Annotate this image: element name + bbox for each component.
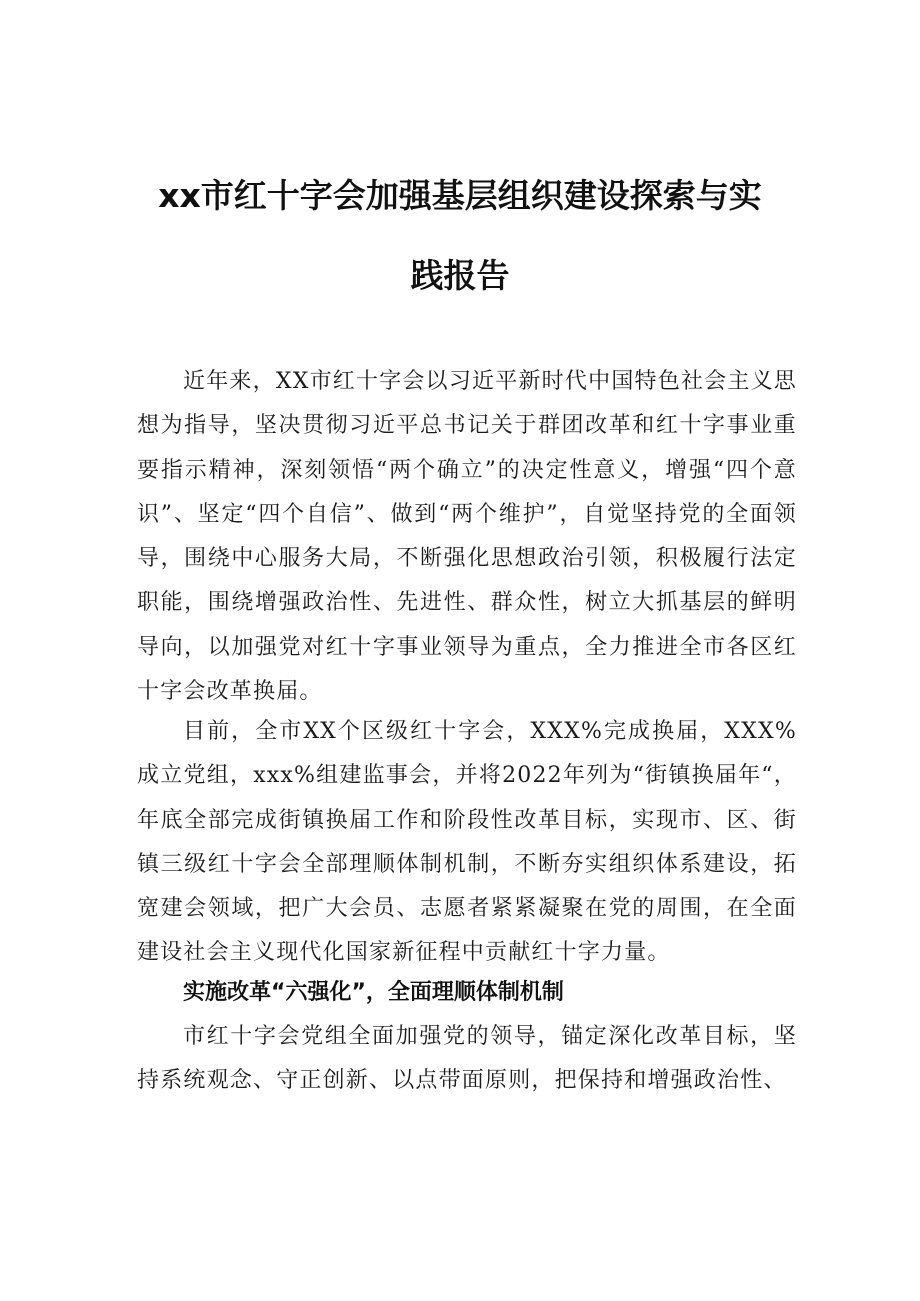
paragraph-intro: 近年来，XX市红十字会以习近平新时代中国特色社会主义思想为指导，坚决贯彻习近平总书记关于群团改革和红十字事业重要指示精神，深刻领悟“两个确立”的决定性意义，增强“四个意识”、坚定“四个自信”、做到“两个维护”，自觉坚持党的全面领导，围绕中心服务大局，不断强化思想政治引领，积极履行法定职能，围绕增强政治性、先进性、群众性，树立大抓基层的鲜明导向，以加强党对红十字事业领导为重点，全力推进全市各区红十字会改革换届。	[137, 369, 797, 705]
section-heading: 实施改革“六强化”，全面理顺体制机制	[183, 980, 564, 1005]
document-title-line-2: 践报告	[410, 256, 510, 295]
paragraph-status: 目前，全市XX个区级红十字会，XXX%完成换届，XXX%成立党组，xxx%组建监事会，并将2022年列为“街镇换届年“，年底全部完成街镇换届工作和阶段性改革目标，实现市、区、街镇三级红十字会全部理顺体制机制，不断夯实组织体系建设，拓宽建会领域，把广大会员、志愿者紧紧凝聚在党的周围，在全面建设社会主义现代化国家新征程中贡献红十字力量。	[137, 719, 797, 966]
document-title-line-1: xx市红十字会加强基层组织建设探索与实	[158, 176, 762, 215]
paragraph-section-body: 市红十字会党组全面加强党的领导，锚定深化改革目标，坚持系统观念、守正创新、以点带面原则，把保持和增强政治性、	[137, 1024, 797, 1094]
